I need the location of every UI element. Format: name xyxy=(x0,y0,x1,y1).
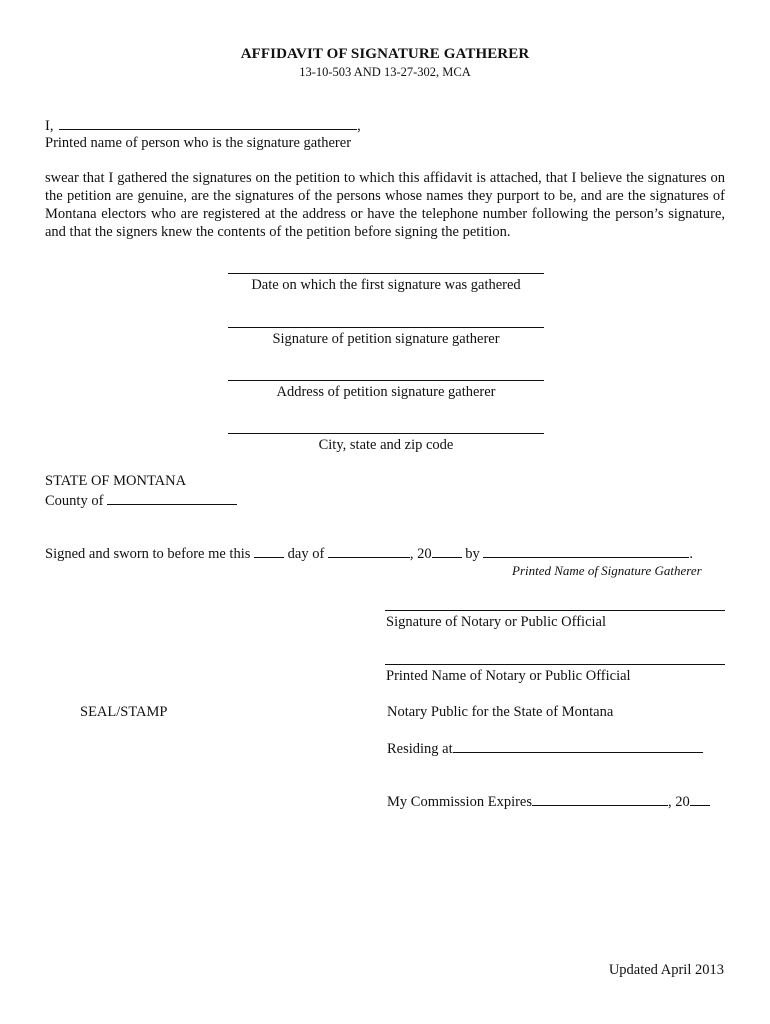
sworn-month-field[interactable] xyxy=(328,545,410,558)
statute-reference: 13-10-503 AND 13-27-302, MCA xyxy=(299,65,471,79)
residing-label: Residing at xyxy=(387,741,453,757)
gatherer-address-label: Address of petition signature gatherer xyxy=(276,384,496,400)
intro-line xyxy=(45,117,361,135)
gatherer-signature-line[interactable] xyxy=(228,327,544,328)
county-label: County of xyxy=(45,493,104,509)
commission-date-field[interactable] xyxy=(532,793,668,806)
sworn-by: by xyxy=(465,546,480,562)
oath-paragraph: swear that I gathered the signatures on the petition to which this affidavit is attached, that I believe the signatures on the petition are genuine, are the signatures of the persons whose names they purport to be, and are the signatures of Montana electors who are registered at the address or have the telephone number following the person’s signature, and that the signers knew the contents of the petition before signing the petition. xyxy=(45,170,725,240)
notary-public-label: Notary Public for the State of Montana xyxy=(387,704,614,720)
gatherer-name-field[interactable] xyxy=(59,117,357,130)
commission-year-prefix: , 20 xyxy=(668,794,690,810)
city-state-zip-line[interactable] xyxy=(228,433,544,434)
gatherer-address-line[interactable] xyxy=(228,380,544,381)
sworn-day-field[interactable] xyxy=(254,545,284,558)
gatherer-signature-label: Signature of petition signature gatherer xyxy=(272,331,500,347)
commission-label: My Commission Expires xyxy=(387,794,533,810)
notary-signature-label: Signature of Notary or Public Official xyxy=(386,614,606,630)
notary-printed-name-line[interactable] xyxy=(385,664,725,665)
updated-date: Updated April 2013 xyxy=(608,962,724,978)
sworn-year-prefix: , 20 xyxy=(409,546,432,562)
sworn-day-of: day of xyxy=(287,546,325,562)
gatherer-name-label: Printed name of person who is the signature gatherer xyxy=(45,135,352,151)
notary-printed-name-label: Printed Name of Notary or Public Official xyxy=(386,668,631,684)
sworn-printed-name-label: Printed Name of Signature Gatherer xyxy=(512,563,702,578)
county-field[interactable] xyxy=(107,492,237,505)
sworn-year-field[interactable] xyxy=(432,545,462,558)
sworn-period: . xyxy=(689,546,694,562)
commission-line xyxy=(387,793,710,811)
intro-suffix: , xyxy=(357,118,361,134)
residing-line xyxy=(387,740,703,758)
state-heading: STATE OF MONTANA xyxy=(45,473,187,489)
commission-year-field[interactable] xyxy=(690,793,710,806)
first-signature-date-line[interactable] xyxy=(228,273,544,274)
seal-stamp-label: SEAL/STAMP xyxy=(80,704,168,720)
document-title: AFFIDAVIT OF SIGNATURE GATHERER xyxy=(240,46,530,62)
city-state-zip-label: City, state and zip code xyxy=(318,437,454,453)
notary-signature-line[interactable] xyxy=(385,610,725,611)
sworn-line xyxy=(45,545,693,563)
first-signature-date-label: Date on which the first signature was gathered xyxy=(251,277,521,293)
sworn-prefix: Signed and sworn to before me this xyxy=(45,546,251,562)
residing-field[interactable] xyxy=(453,740,703,753)
intro-prefix: I, xyxy=(45,118,54,134)
sworn-gatherer-name-field[interactable] xyxy=(483,545,689,558)
county-line xyxy=(45,492,237,510)
